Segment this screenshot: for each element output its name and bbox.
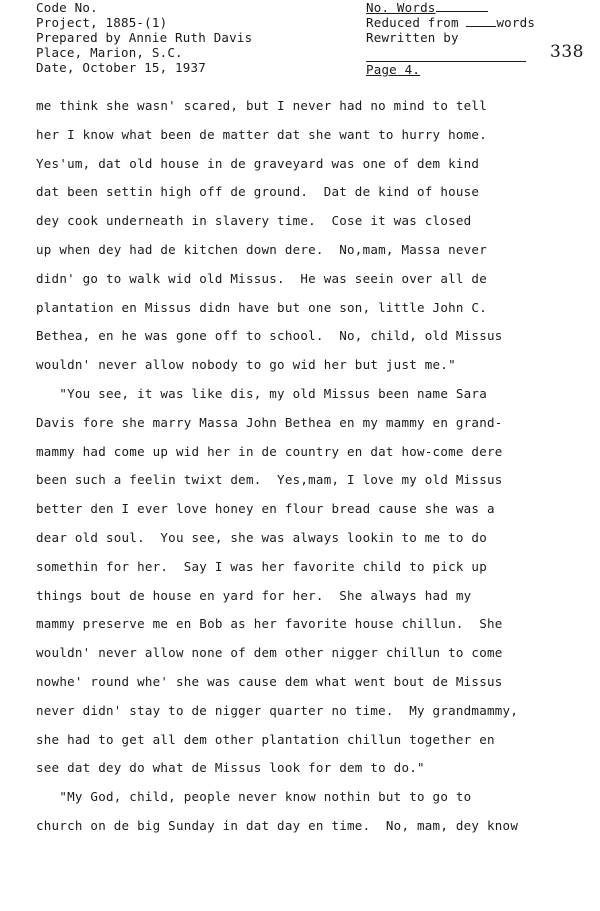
project-line: Project, 1885-(1): [36, 15, 168, 30]
text-line: "My God, child, people never know nothin but to go to: [36, 789, 472, 805]
place-line: Place, Marion, S.C.: [36, 45, 183, 60]
page-label: Page 4.: [366, 62, 421, 77]
reduced-from-line: [366, 15, 535, 30]
text-line: didn' go to walk wid old Missus. He was seein over all de: [36, 270, 487, 286]
text-line: her I know what been de matter dat she want to hurry home.: [36, 126, 487, 142]
text-line: dear old soul. You see, she was always lookin to me to do: [36, 530, 487, 545]
text-line: see dat dey do what de Missus look for dem to do.": [36, 760, 425, 776]
prepared-by-line: Prepared by Annie Ruth Davis: [36, 30, 253, 45]
text-line: wouldn' never allow nobody to go wid her but just me.": [36, 357, 456, 373]
text-line: nowhe' round whe' she was cause dem what went bout de Missus: [36, 674, 503, 689]
reduced-from-label: Reduced from: [366, 15, 459, 30]
text-line: up when dey had de kitchen down dere. No,mam, Massa never: [36, 242, 487, 257]
rewritten-by-line: Rewritten by: [366, 30, 459, 45]
text-line: mammy preserve me en Bob as her favorite house chillun. She: [36, 616, 503, 632]
text-line: church on de big Sunday in dat day en time. No, mam, dey know: [36, 818, 519, 833]
text-line: things bout de house en yard for her. She always had my: [36, 587, 472, 603]
no-words-blank: [436, 0, 488, 12]
text-line: plantation en Missus didn have but one son, little John C.: [36, 299, 487, 315]
text-line: "You see, it was like dis, my old Missus been name Sara: [36, 386, 487, 401]
document-header: [0, 0, 600, 90]
text-line: been such a feelin twixt dem. Yes,mam, I love my old Missus: [36, 472, 503, 488]
no-words-line: [366, 0, 488, 15]
code-no-line: Code No.: [36, 0, 98, 15]
text-line: wouldn' never allow none of dem other nigger chillun to come: [36, 645, 503, 661]
text-line: she had to get all dem other plantation chillun together en: [36, 731, 495, 747]
text-line: never didn' stay to de nigger quarter no time. My grandmammy,: [36, 702, 519, 718]
text-line: dat been settin high off de ground. Dat de kind of house: [36, 184, 480, 200]
archive-page-number: 338: [550, 42, 584, 62]
reduced-from-blank: [466, 15, 496, 27]
text-line: somethin for her. Say I was her favorite child to pick up: [36, 558, 487, 574]
text-line: me think she wasn' scared, but I never had no mind to tell: [36, 98, 487, 113]
text-line: better den I ever love honey en flour bread cause she was a: [36, 501, 495, 517]
text-line: Bethea, en he was gone off to school. No, child, old Missus: [36, 328, 503, 344]
reduced-words-label: words: [496, 15, 536, 30]
no-words-label: No. Words: [366, 0, 436, 15]
date-line: Date, October 15, 1937: [36, 60, 206, 75]
text-line: Davis fore she marry Massa John Bethea en my mammy en grand-: [36, 414, 503, 430]
text-line: Yes'um, dat old house in de graveyard was one of dem kind: [36, 155, 480, 171]
text-line: mammy had come up wid her in de country en dat how-come dere: [36, 443, 503, 459]
text-line: dey cook underneath in slavery time. Cose it was closed: [36, 213, 472, 229]
